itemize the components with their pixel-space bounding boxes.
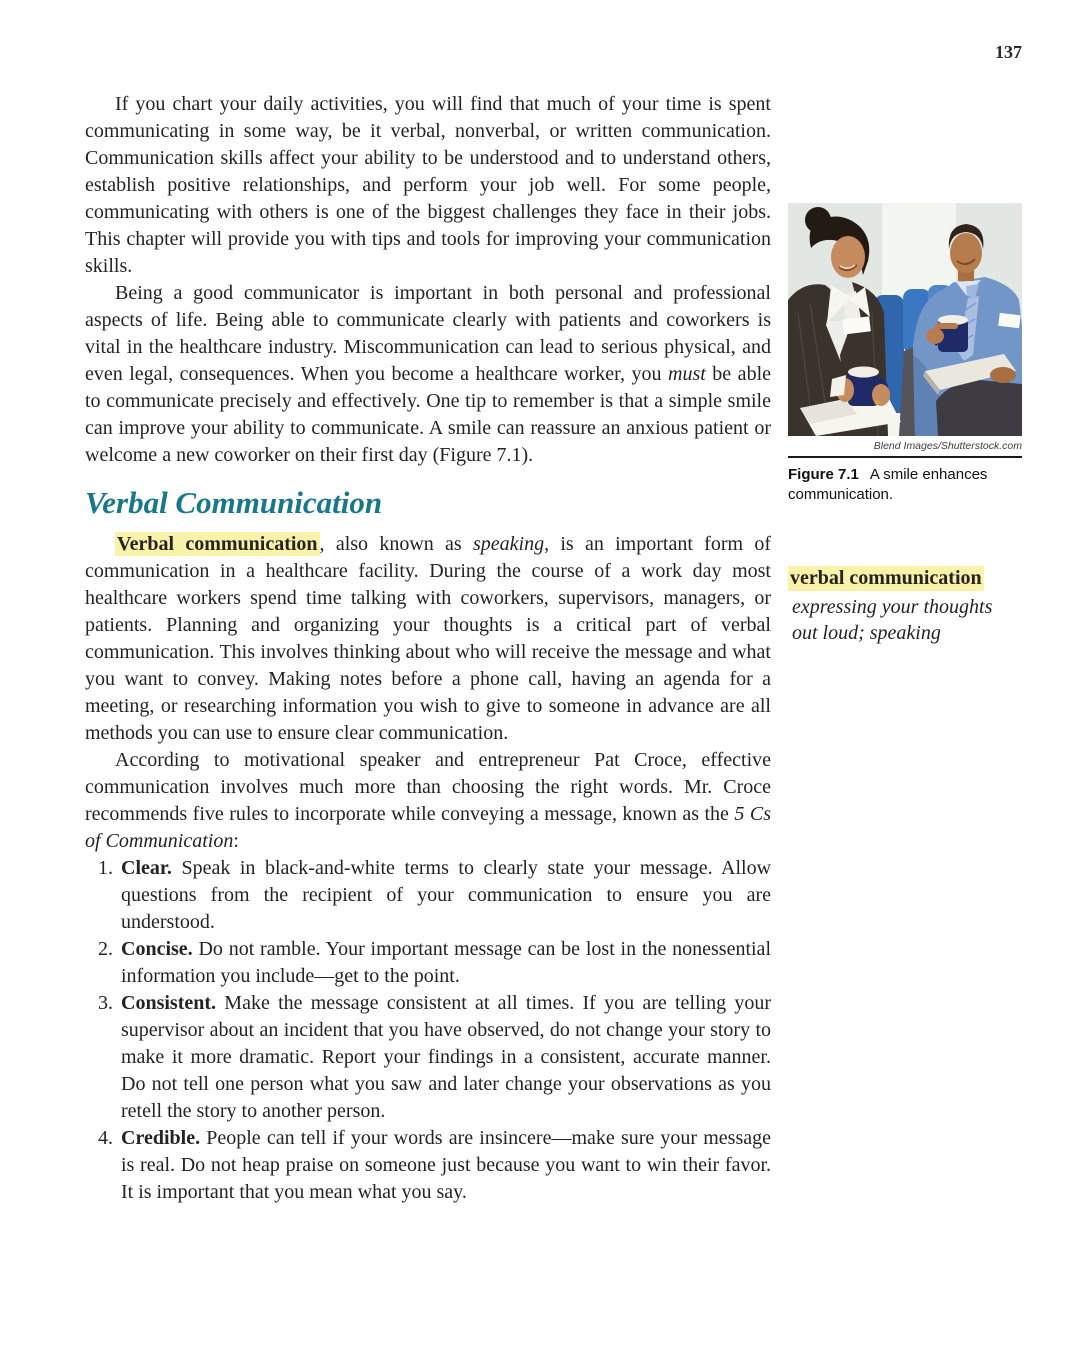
vocab-definition [788, 566, 1022, 646]
page-number: 137 [995, 42, 1022, 62]
list-item-term: Credible. [121, 1127, 201, 1149]
list-item [85, 990, 771, 1125]
section-heading: Verbal Communication [85, 485, 383, 520]
figure-photo [788, 203, 1022, 436]
vocab-term: verbal communication [790, 567, 982, 589]
list-item [85, 1125, 771, 1206]
list-item-term: Clear. [121, 857, 172, 879]
paragraph-verbal-2: According to motivational speaker and entrepreneur Pat Croce, effective communication involves much more than choosing the right words. Mr. Croce recommends five rules to incorporate while conveying a message, known as the 5 Cs of Communication: [85, 749, 771, 852]
vocab-definition-text: expressing your thoughts out loud; speaking [792, 596, 993, 644]
sidebar-column [788, 203, 1022, 646]
paragraph-intro-1: If you chart your daily activities, you will find that much of your time is spent communicating in some way, be it verbal, nonverbal, or written communication. Communication skills affect your ability to be understood and to understand others, establish positive relationships, and perform your job well. For some people, communicating with others is one of the biggest challenges they face in their jobs. This chapter will provide you with tips and tools for improving your communication skills. [85, 93, 771, 277]
list-item-number: 4. [98, 1127, 113, 1149]
paragraph-intro-2: Being a good communicator is important in both personal and professional aspects of life. Being able to communicate clearly with patients and coworkers is vital in the healthcare industry. Miscommunication can lead to serious physical, and even legal, consequences. When you become a healthcare worker, you must be able to communicate precisely and effectively. One tip to remember is that a simple smile can improve your ability to communicate. A smile can reassure an anxious patient or welcome a new coworker on their first day (Figure 7.1). [85, 282, 771, 466]
list-item-text: Make the message consistent at all times. If you are telling your supervisor about an incident that you have observed, do not change your story to make it more dramatic. Report your findings in a consistent, accurate manner. Do not tell one person what you saw and later change your observations as you retell the story to another person. [121, 992, 772, 1122]
list-item [85, 936, 771, 990]
caption-rule [788, 456, 1022, 458]
list-item-text: People can tell if your words are insincere—make sure your message is real. Do not heap praise on someone just because you want to win their favor. It is important that you mean what you say. [121, 1127, 771, 1203]
list-item-number: 1. [98, 857, 113, 879]
list-item-term: Concise. [121, 938, 193, 960]
figure-caption [788, 465, 1022, 504]
list-item-number: 3. [98, 992, 113, 1014]
paragraph-verbal-1: Verbal communication , also known as speaking, is an important form of communication in a healthcare facility. During the course of a work day most healthcare workers spend time talking with coworkers, supervisors, managers, or patients. Planning and organizing your thoughts is a critical part of verbal communication. This involves thinking about who will receive the message and what you want to convey. Making notes before a phone call, having an agenda for a meeting, or researching information you wish to give to someone in advance are all methods you can use to ensure clear communication. [85, 533, 771, 744]
photo-credit: Blend Images/Shutterstock.com [873, 440, 1022, 452]
list-item-term: Consistent. [121, 992, 217, 1014]
list-item-number: 2. [98, 938, 113, 960]
figure-caption-label: Figure 7.1 [788, 466, 859, 483]
list-item-text: Do not ramble. Your important message can be lost in the nonessential information you include—get to the point. [121, 938, 771, 987]
main-text-column [85, 91, 771, 1206]
five-cs-list [85, 855, 771, 1206]
list-item [85, 855, 771, 936]
list-item-text: Speak in black-and-white terms to clearly state your message. Allow questions from the recipient of your communication to ensure you are understood. [121, 857, 772, 933]
figure-caption-text: A smile enhances communication. [788, 466, 988, 503]
